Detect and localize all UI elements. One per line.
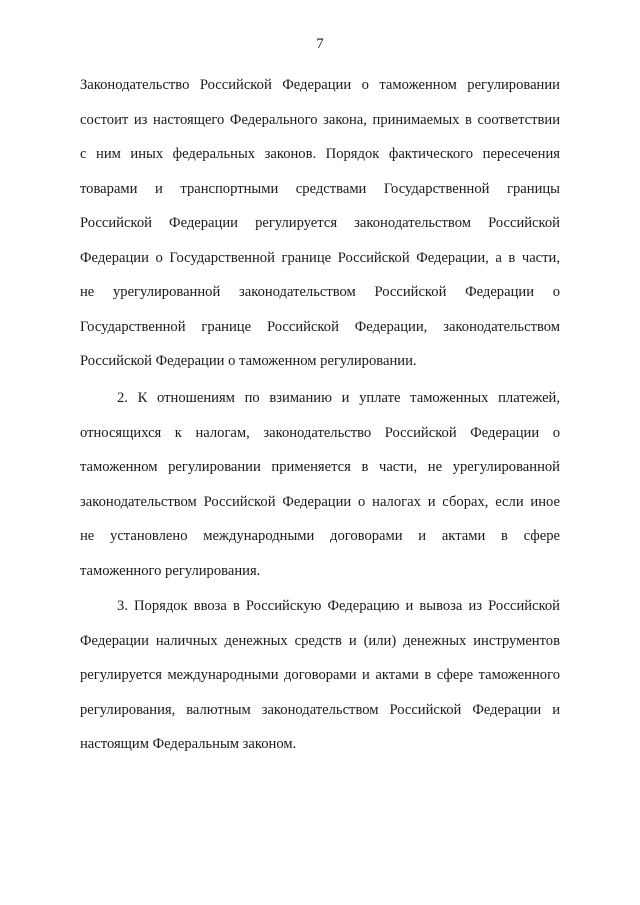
page-number: 7 [316, 36, 324, 52]
paragraph-line: не урегулированной законодательством Российской Федерации о [80, 284, 560, 300]
paragraph-2 [80, 381, 560, 588]
paragraph-line: 3. Порядок ввоза в Российскую Федерацию и вывоза из Российской [117, 598, 560, 614]
paragraph-line: законодательством Российской Федерации о налогах и сборах, если иное [80, 493, 560, 510]
paragraph-line: с ним иных федеральных законов. Порядок фактического пересечения [80, 146, 560, 162]
paragraph-line: регулирования, валютным законодательством Российской Федерации и [80, 701, 560, 718]
paragraph-line: состоит из настоящего Федерального закона, принимаемых в соответствии [80, 111, 560, 128]
paragraph-line: таможенного регулирования. [80, 562, 261, 579]
paragraph-3 [80, 589, 560, 762]
paragraph-line: регулируется международными договорами и актами в сфере таможенного [80, 667, 560, 683]
paragraph-line: Государственной границе Российской Федерации, законодательством [80, 318, 560, 335]
paragraph-line: Федерации наличных денежных средств и (или) денежных инструментов [80, 632, 560, 649]
paragraph-line: 2. К отношениям по взиманию и уплате таможенных платежей, [117, 390, 560, 406]
paragraph-line: товарами и транспортными средствами Государственной границы [80, 180, 560, 197]
paragraph-line: не установлено международными договорами и актами в сфере [80, 528, 560, 544]
paragraph-line: относящихся к налогам, законодательство Российской Федерации о [80, 424, 560, 441]
paragraph-line: настоящим Федеральным законом. [80, 736, 297, 752]
paragraph-line: Российской Федерации регулируется законодательством Российской [80, 215, 560, 231]
paragraph-line: таможенном регулировании применяется в части, не урегулированной [80, 459, 560, 475]
paragraph-line: Законодательство Российской Федерации о таможенном регулировании [80, 77, 560, 93]
paragraph-line: Федерации о Государственной границе Российской Федерации, а в части, [80, 249, 560, 266]
paragraph-line: Российской Федерации о таможенном регулировании. [80, 353, 417, 369]
paragraph-1 [80, 68, 560, 379]
